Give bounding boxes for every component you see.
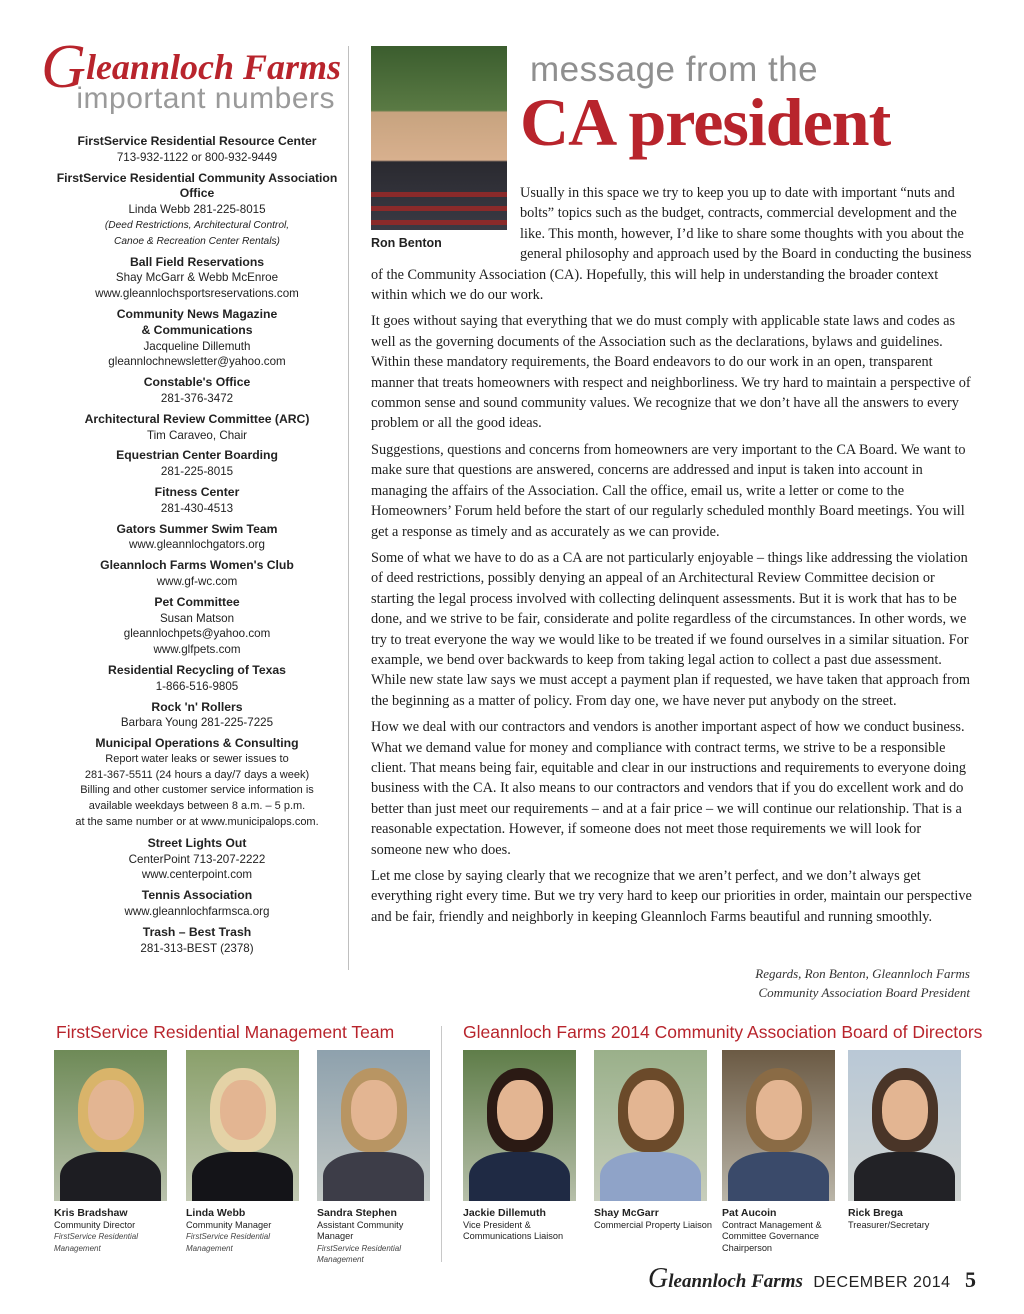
number-entry xyxy=(42,736,352,831)
person-org: FirstService Residential xyxy=(54,1232,139,1242)
person-name: Rick Brega xyxy=(848,1207,903,1219)
entry-title: Gators Summer Swim Team xyxy=(116,521,278,536)
shoulders xyxy=(60,1152,161,1201)
person-role: Commercial Property Liaison xyxy=(594,1219,712,1230)
column-divider xyxy=(348,46,349,970)
person-org: Management xyxy=(54,1243,101,1253)
entry-title: Trash – Best Trash xyxy=(142,924,252,939)
management-team-title: FirstService Residential Management Team xyxy=(56,1022,395,1042)
person-name: Pat Aucoin xyxy=(722,1207,777,1219)
entry-line: Canoe & Recreation Center Rentals) xyxy=(114,235,280,247)
entry-line: (Deed Restrictions, Architectural Control, xyxy=(104,219,290,231)
shoulders xyxy=(854,1152,955,1201)
entry-line: Jacqueline Dillemuth xyxy=(143,339,251,353)
number-entry xyxy=(42,888,352,920)
number-entry xyxy=(42,836,352,883)
entry-line: 281-225-8015 xyxy=(160,465,234,479)
person-name: Jackie Dillemuth xyxy=(463,1207,546,1219)
article-paragraph: Some of what we have to do as a CA are not particularly enjoyable – things like addressing the violation of deed restrictions, possibly denying an appeal of an Architectural Review Committee decision or starting the legal process involved with collecting delinquent assessments. But it is work that has to be done, and we strive to be fair, considerate and polite regardless of the circumstances. In other words, we try to treat everyone the way we would like to be treated if we found ourselves in a similar situation. For example, we bend over backwards to keep from taking legal action to collect a past due assessment. While new state law says we must accept a payment plan if requested, we have taken that approach from the beginning as a matter of policy. From day one, we have never put anybody on the street. xyxy=(371,549,971,709)
entry-line: www.gleannlochgators.org xyxy=(129,538,265,552)
entry-line: Billing and other customer service information is xyxy=(80,784,314,797)
face xyxy=(351,1080,397,1140)
brand-logo xyxy=(42,28,347,128)
person-role: Contract Management & xyxy=(722,1219,822,1230)
entry-line: 1-866-516-9805 xyxy=(155,679,239,693)
entry-line: Report water leaks or sewer issues to xyxy=(105,752,289,765)
person-role: Assistant Community Manager xyxy=(317,1219,404,1242)
footer-brand: Gleannloch Farms xyxy=(648,1263,803,1294)
entry-title: Constable's Office xyxy=(143,375,251,390)
entry-line: www.gf-wc.com xyxy=(156,574,238,588)
number-entry xyxy=(42,307,352,370)
face xyxy=(628,1080,674,1140)
entry-title: Fitness Center xyxy=(154,484,240,499)
signoff-line: Regards, Ron Benton, Gleannloch Farms xyxy=(755,966,970,981)
person-org: Management xyxy=(186,1243,233,1253)
entry-title: Gleannloch Farms Women's Club xyxy=(100,558,294,573)
entry-line: Tim Caraveo, Chair xyxy=(146,428,248,442)
shoulders xyxy=(323,1152,424,1201)
issue-date: DECEMBER 2014 xyxy=(813,1274,951,1291)
number-entry xyxy=(42,700,352,732)
face xyxy=(497,1080,543,1140)
person-name: Sandra Stephen xyxy=(317,1207,397,1219)
shoulders xyxy=(469,1152,570,1201)
number-entry xyxy=(42,171,352,250)
article-body xyxy=(371,183,972,933)
face xyxy=(756,1080,802,1140)
shoulders xyxy=(728,1152,829,1201)
number-entry xyxy=(42,558,352,590)
signoff xyxy=(650,964,970,1002)
entry-title: Residential Recycling of Texas xyxy=(108,662,286,677)
number-entry xyxy=(42,134,352,166)
person-org: FirstService Residential xyxy=(186,1232,271,1242)
person-role: Community Manager xyxy=(186,1219,272,1230)
entry-title: Architectural Review Committee (ARC) xyxy=(84,411,310,426)
entry-title: Pet Committee xyxy=(154,594,240,609)
person-role: Vice President & xyxy=(463,1219,531,1230)
person-role: Committee Governance xyxy=(722,1231,820,1242)
portrait-photo xyxy=(722,1050,835,1201)
photo-caption: Ron Benton xyxy=(371,236,442,250)
numbers-list xyxy=(42,134,352,961)
person-name: Linda Webb xyxy=(186,1207,246,1219)
entry-line: Barbara Young 281-225-7225 xyxy=(120,716,274,730)
entry-line: www.gleannlochfarmsca.org xyxy=(124,905,270,919)
entry-line: 281-430-4513 xyxy=(160,501,234,515)
entry-line: www.glfpets.com xyxy=(153,643,241,657)
brand-subtitle: important numbers xyxy=(76,82,335,115)
page-number: 5 xyxy=(965,1267,976,1292)
person-org: Management xyxy=(317,1255,364,1265)
entry-line: 281-376-3472 xyxy=(160,391,234,405)
article-paragraph: How we deal with our contractors and vendors is another important aspect of how we conduct business. What we demand value for money and compliance with contract terms, we strive to be a responsible client. That means being fair, equitable and clear in our instructions and requirements to everyone doing business with the CA. It also means to our contractors and vendors that if you do excellent work and do better than just meet our requirements – and at a fair price – we will continue our relationship. That is a reasonable expectation. However, if someone does not meet those requirements we will look for someone new who does. xyxy=(371,719,967,858)
number-entry xyxy=(42,255,352,302)
person-caption xyxy=(54,1208,176,1254)
person-caption xyxy=(463,1208,585,1243)
entry-line: Susan Matson xyxy=(159,611,235,625)
entry-line: at the same number or at www.municipalops.com. xyxy=(75,816,319,829)
face xyxy=(882,1080,928,1140)
number-entry xyxy=(42,522,352,554)
portrait-photo xyxy=(848,1050,961,1201)
entry-line: www.centerpoint.com xyxy=(141,868,253,882)
face xyxy=(88,1080,134,1140)
person-caption xyxy=(848,1208,970,1231)
signoff-line: Community Association Board President xyxy=(758,985,970,1000)
portrait-photo xyxy=(317,1050,430,1201)
number-entry xyxy=(42,663,352,695)
entry-title: Tennis Association xyxy=(141,888,253,903)
page-footer xyxy=(648,1263,976,1295)
person-caption xyxy=(186,1208,308,1254)
person-role: Community Director xyxy=(54,1219,136,1230)
shoulders xyxy=(600,1152,701,1201)
entry-line: gleannlochnewsletter@yahoo.com xyxy=(108,355,286,369)
number-entry xyxy=(42,485,352,517)
entry-title: FirstService Residential Community Association Office xyxy=(56,170,338,201)
entry-line: 281-367-5511 (24 hours a day/7 days a week) xyxy=(84,768,310,781)
team-divider xyxy=(441,1026,442,1262)
number-entry xyxy=(42,375,352,407)
person-caption xyxy=(594,1208,716,1231)
person-caption xyxy=(317,1208,439,1266)
person-name: Kris Bradshaw xyxy=(54,1207,128,1219)
entry-line: gleannlochpets@yahoo.com xyxy=(123,627,271,641)
person-caption xyxy=(722,1208,844,1254)
brand-script: Gleannloch Farms xyxy=(41,33,341,101)
face xyxy=(220,1080,266,1140)
entry-line: 713-932-1122 or 800-932-9449 xyxy=(116,150,278,164)
entry-line: Linda Webb 281-225-8015 xyxy=(128,203,266,217)
article-paragraph: It goes without saying that everything that we do must comply with applicable state laws and codes as well as the governing documents of the Association such as the declarations, bylaws and guidelines. Within these mandatory requirements, the Board endeavors to do our work in an open, transparent manner that treats homeowners with respect and neighborliness. We try hard to maintain a perspective of common sense and sound community values. We recognize that we don’t have all the answers to every problem or all the good ideas. xyxy=(371,313,971,432)
person-org: FirstService Residential xyxy=(317,1243,402,1253)
entry-line: Shay McGarr & Webb McEnroe xyxy=(115,271,279,285)
headline-kicker: message from the xyxy=(530,50,819,89)
entry-title: Equestrian Center Boarding xyxy=(116,448,278,463)
number-entry xyxy=(42,412,352,444)
number-entry xyxy=(42,925,352,957)
entry-line: CenterPoint 713-207-2222 xyxy=(128,852,266,866)
entry-title: Street Lights Out xyxy=(147,835,247,850)
person-role: Treasurer/Secretary xyxy=(848,1219,930,1230)
board-title: Gleannloch Farms 2014 Community Association Board of Directors xyxy=(463,1022,983,1042)
number-entry xyxy=(42,595,352,658)
person-role: Communications Liaison xyxy=(463,1231,564,1242)
portrait-photo xyxy=(186,1050,299,1201)
entry-title: Municipal Operations & Consulting xyxy=(95,736,299,751)
number-entry xyxy=(42,448,352,480)
shoulders xyxy=(192,1152,293,1201)
headline: CA president xyxy=(520,84,891,160)
entry-title: Rock 'n' Rollers xyxy=(151,699,243,714)
entry-line: available weekdays between 8 a.m. – 5 p.m. xyxy=(88,800,306,813)
person-role: Chairperson xyxy=(722,1242,773,1253)
entry-title: & Communications xyxy=(141,322,253,337)
portrait-photo xyxy=(463,1050,576,1201)
person-name: Shay McGarr xyxy=(594,1207,659,1219)
entry-title: Community News Magazine xyxy=(116,306,278,321)
entry-line: 281-313-BEST (2378) xyxy=(140,941,254,955)
article-paragraph: Let me close by saying clearly that we recognize that we aren’t perfect, and we don’t always get everything right every time. But we try very hard to keep our priorities in order, maintain our perspective and be fair, friendly and neighborly in keeping Gleannloch Farms beautiful and running smoothly. xyxy=(371,868,972,925)
portrait-photo xyxy=(594,1050,707,1201)
portrait-photo xyxy=(54,1050,167,1201)
article-paragraph: Suggestions, questions and concerns from homeowners are very important to the CA Board. We want to make sure that questions are answered, concerns are addressed and input is taken into account in managing the affairs of the Association. Call the office, email us, write a letter or come to the Homeowners’ Forum held before the start of our regularly scheduled monthly Board meetings. You will get a response as timely and as accurately as we can provide. xyxy=(371,441,966,540)
entry-title: Ball Field Reservations xyxy=(129,254,265,269)
article-paragraph: Usually in this space we try to keep you up to date with important “nuts and bolts” topics such as the budget, contracts, commercial development and the like. This month, however, I’d like to share some thoughts with you about the general philosophy and approach used by the Board in conducting the business of the Community Association (CA). Hopefully, this will help in understanding the broader context within which we do our work. xyxy=(371,185,972,304)
entry-line: www.gleannlochsportsreservations.com xyxy=(95,287,299,301)
entry-title: FirstService Residential Resource Center xyxy=(77,134,317,148)
